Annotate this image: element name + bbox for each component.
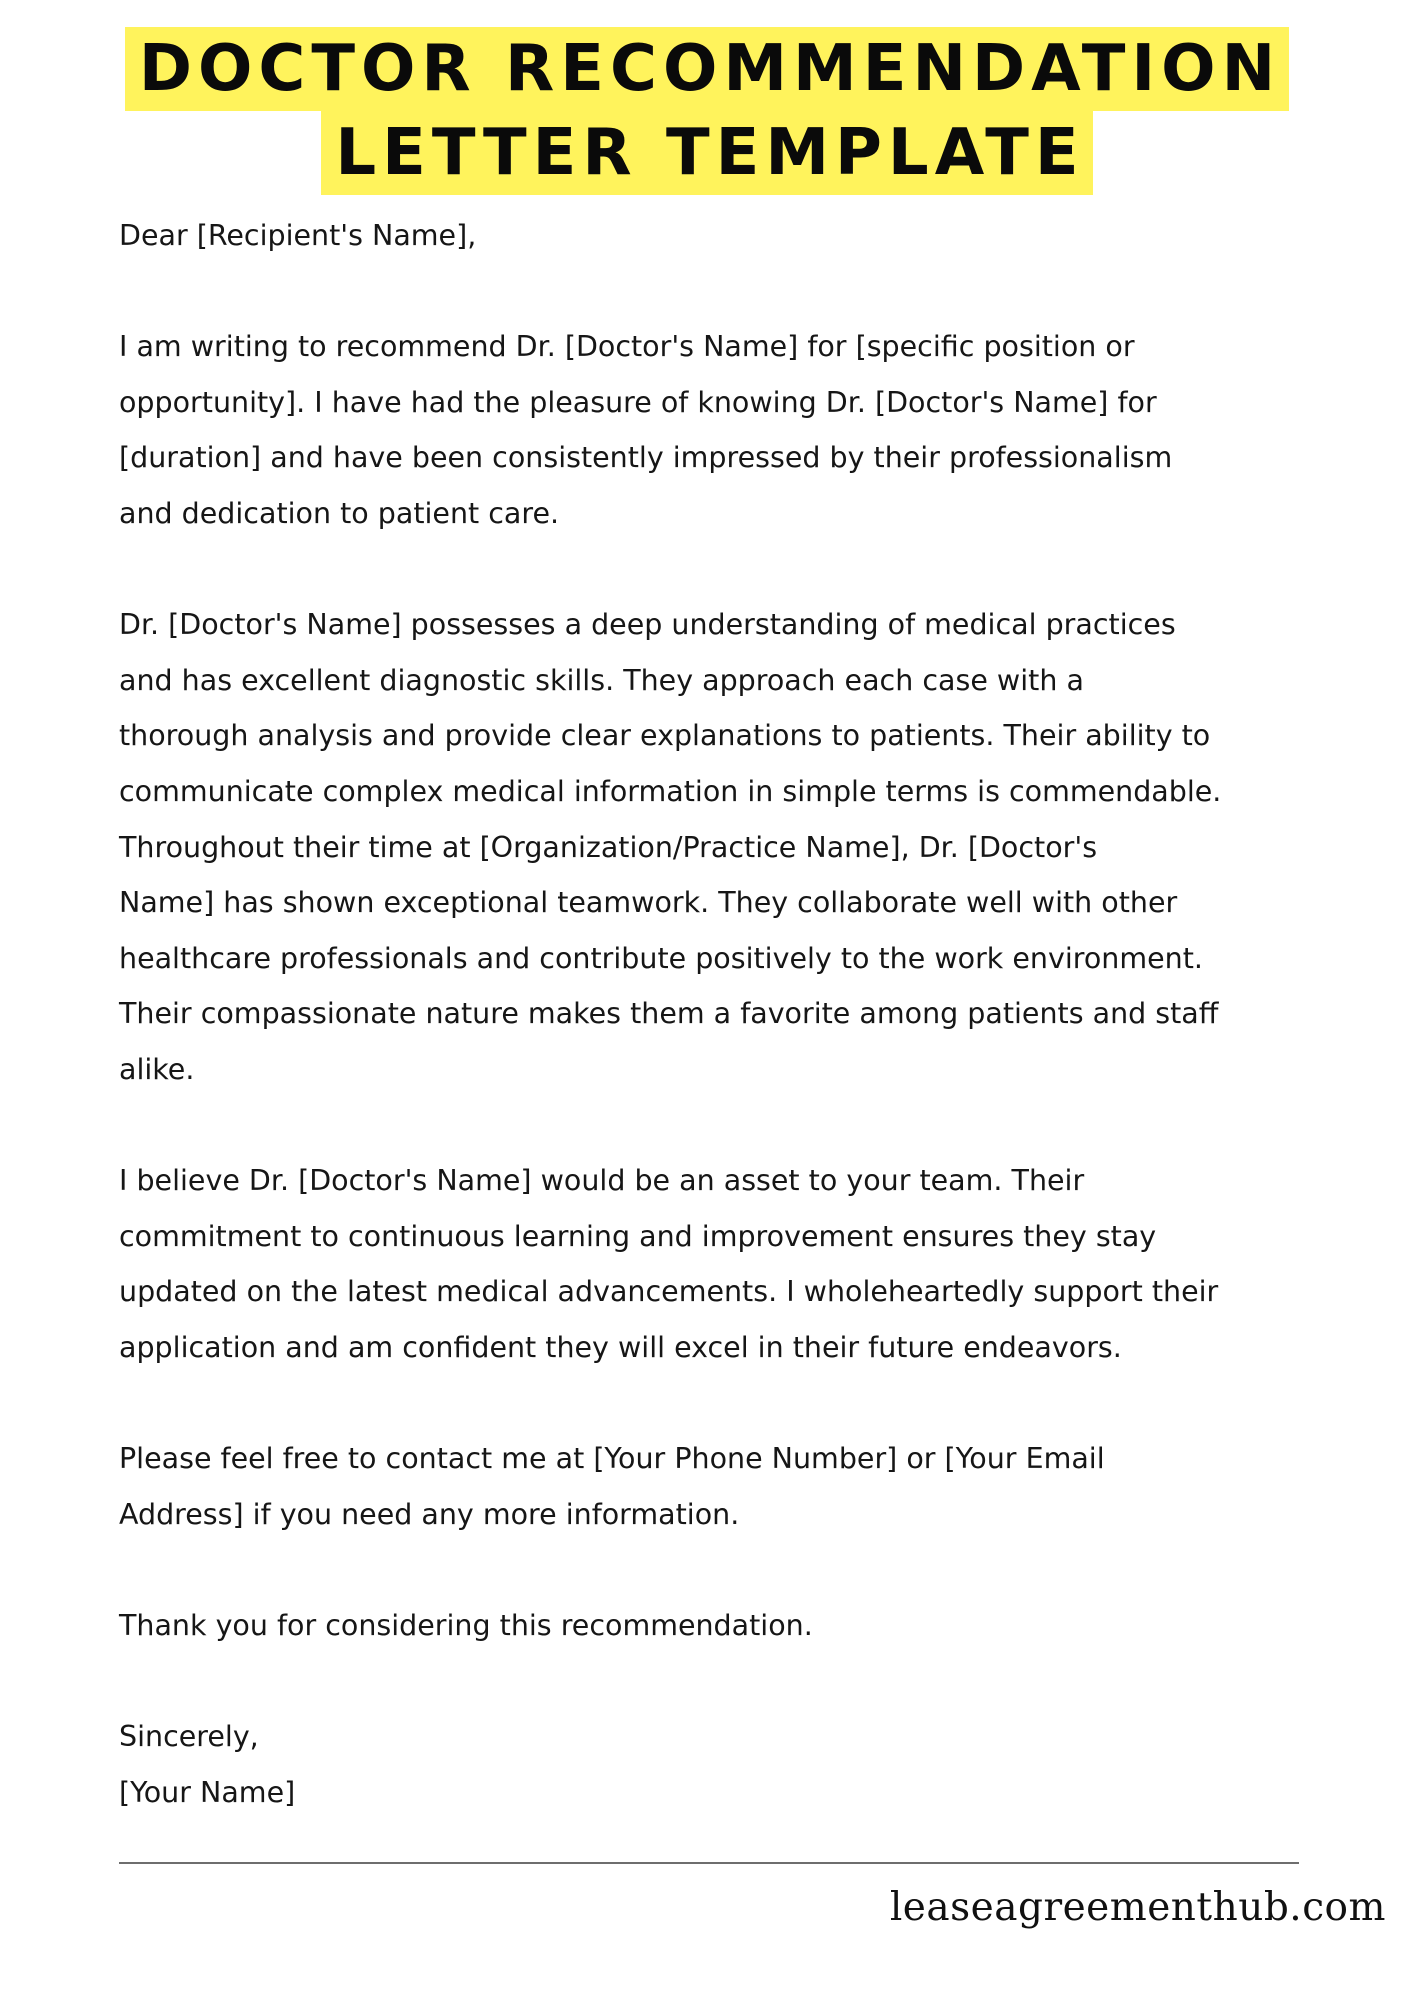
paragraph-gap <box>119 1375 1319 1431</box>
paragraph-line: Their compassionate nature makes them a favorite among patients and staff <box>119 997 1219 1031</box>
paragraph-line: I am writing to recommend Dr. [Doctor's Name] for [specific position or <box>119 330 1135 364</box>
footer-divider <box>119 1862 1299 1864</box>
paragraph-gap <box>119 542 1319 598</box>
paragraph-line: commitment to continuous learning and improvement ensures they stay <box>119 1219 1157 1253</box>
paragraph-gap <box>119 1098 1319 1154</box>
letter-body <box>119 208 1319 1820</box>
paragraph-line: Please feel free to contact me at [Your Phone Number] or [Your Email <box>119 1442 1105 1476</box>
paragraph-line: [duration] and have been consistently impressed by their professionalism <box>119 441 1173 475</box>
paragraph-qualifications <box>119 597 1319 1097</box>
paragraph-gap <box>119 264 1319 320</box>
paragraph-line: opportunity]. I have had the pleasure of knowing Dr. [Doctor's Name] for <box>119 385 1157 419</box>
closing: Sincerely, <box>119 1720 259 1754</box>
paragraph-line: and dedication to patient care. <box>119 496 560 530</box>
paragraph-line: Throughout their time at [Organization/Practice Name], Dr. [Doctor's <box>119 830 1098 864</box>
signature-name: [Your Name] <box>119 1775 296 1809</box>
paragraph-line: and has excellent diagnostic skills. They approach each case with a <box>119 663 1084 697</box>
paragraph-line: updated on the latest medical advancements. I wholeheartedly support their <box>119 1275 1219 1309</box>
paragraph-gap <box>119 1653 1319 1709</box>
thank-you-line: Thank you for considering this recommendation. <box>119 1608 813 1642</box>
paragraph-line: Address] if you need any more information. <box>119 1497 740 1531</box>
document-title <box>0 27 1414 195</box>
paragraph-introduction <box>119 319 1319 541</box>
paragraph-line: communicate complex medical information in simple terms is commendable. <box>119 774 1222 808</box>
salutation: Dear [Recipient's Name], <box>119 219 477 252</box>
title-line-1: DOCTOR RECOMMENDATION <box>125 27 1289 111</box>
paragraph-line: Name] has shown exceptional teamwork. They collaborate well with other <box>119 886 1178 920</box>
paragraph-line: application and am confident they will excel in their future endeavors. <box>119 1330 1122 1364</box>
paragraph-line: I believe Dr. [Doctor's Name] would be an asset to your team. Their <box>119 1164 1085 1198</box>
paragraph-line: thorough analysis and provide clear explanations to patients. Their ability to <box>119 719 1211 753</box>
paragraph-gap <box>119 1542 1319 1598</box>
paragraph-contact <box>119 1431 1319 1542</box>
paragraph-endorsement <box>119 1153 1319 1375</box>
paragraph-line: Dr. [Doctor's Name] possesses a deep understanding of medical practices <box>119 608 1176 642</box>
paragraph-line: alike. <box>119 1052 195 1086</box>
paragraph-line: healthcare professionals and contribute positively to the work environment. <box>119 941 1203 975</box>
title-line-2: LETTER TEMPLATE <box>321 111 1092 195</box>
site-brand: leaseagreementhub.com <box>889 1885 1386 1930</box>
